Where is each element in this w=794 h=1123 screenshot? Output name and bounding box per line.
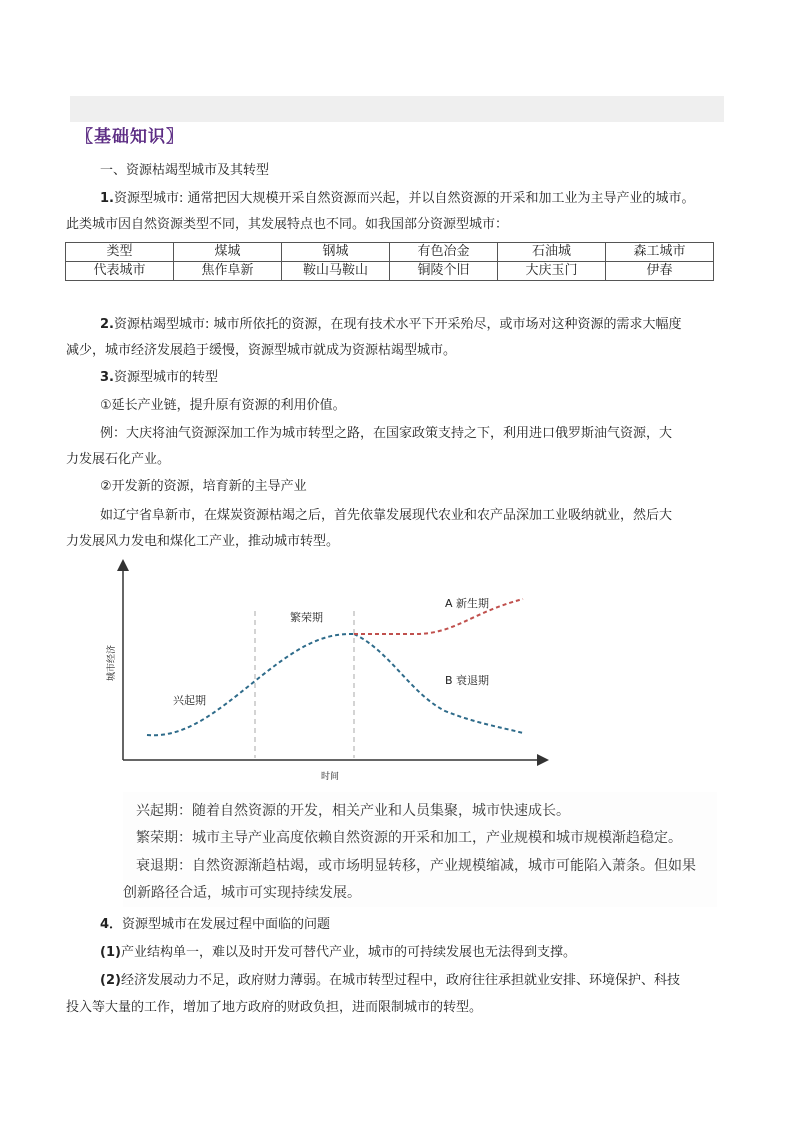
para-1-line-1 [100, 186, 695, 211]
series-label-a: A 新生期 [445, 597, 490, 610]
para-1-num: 1. [100, 191, 114, 206]
para-2-text: 资源枯竭型城市: 城市所依托的资源，在现有技术水平下开采殆尽，或市场对这种资源的需求大幅度 [113, 317, 682, 332]
para-3b-example-line-2: 力发展风力发电和煤化工产业，推动城市转型。 [66, 534, 340, 549]
para-4-2-text: 经济发展动力不足，政府财力薄弱。在城市转型过程中，政府往往承担就业安排、环境保护、科技 [120, 973, 680, 988]
caption-line-2: 繁荣期：城市主导产业高度依赖自然资源的开采和加工，产业规模和城市规模渐趋稳定。 [136, 830, 682, 846]
series-b-line [354, 634, 523, 733]
table-cell: 大庆玉门 [498, 262, 606, 281]
caption-line-4: 创新路径合适，城市可实现持续发展。 [123, 885, 361, 901]
phase-label-prosperity: 繁荣期 [290, 611, 323, 624]
series-a-line [354, 599, 523, 634]
para-4-2-num: (2) [100, 973, 121, 988]
para-1-text: 资源型城市: 通常把因大规模开采自然资源而兴起，并以自然资源的开采和加工业为主导产业的城市。 [113, 191, 695, 206]
phase-label-rise: 兴起期 [173, 694, 206, 707]
x-axis-label: 时间 [321, 772, 340, 782]
caption-line-3: 衰退期：自然资源渐趋枯竭，或市场明显转移，产业规模缩减，城市可能陷入萧条。但如果 [136, 858, 696, 874]
para-3b: ②开发新的资源，培育新的主导产业 [100, 479, 307, 494]
growth-curve [147, 634, 354, 735]
caption-line-1: 兴起期：随着自然资源的开发，相关产业和人员集聚，城市快速成长。 [136, 803, 570, 819]
table-header-row [66, 243, 714, 262]
phase-caption-box [123, 792, 717, 907]
heading-1: 一、资源枯竭型城市及其转型 [100, 163, 270, 178]
resource-city-table [65, 242, 714, 281]
para-4-1-text: 产业结构单一，难以及时开发可替代产业，城市的可持续发展也无法得到支撑。 [120, 945, 576, 960]
table-cell: 焦作阜新 [174, 262, 282, 281]
para-4-num: 4． [100, 917, 123, 932]
para-2-num: 2. [100, 317, 114, 332]
para-3a-example-line-2: 力发展石化产业。 [66, 452, 171, 467]
section-title: 〖基础知识〗 [76, 127, 184, 147]
para-1-line-2: 此类城市因自然资源类型不同，其发展特点也不同。如我国部分资源型城市： [66, 217, 509, 232]
table-cell: 伊春 [606, 262, 714, 281]
para-4-2-line-2: 投入等大量的工作，增加了地方政府的财政负担，进而限制城市的转型。 [66, 1000, 483, 1015]
table-cell: 有色冶金 [390, 243, 498, 262]
series-label-b: B 衰退期 [445, 674, 490, 687]
city-development-chart [107, 563, 545, 783]
para-3a-example-line-1: 例：大庆将油气资源深加工作为城市转型之路，在国家政策支持之下，利用进口俄罗斯油气资源，大 [100, 426, 673, 441]
para-4 [100, 912, 330, 937]
para-4-1 [100, 940, 576, 965]
table-cell: 铜陵个旧 [390, 262, 498, 281]
para-4-2-line-1 [100, 968, 680, 993]
table-cell: 石油城 [498, 243, 606, 262]
para-2-line-2: 减少，城市经济发展趋于缓慢，资源型城市就成为资源枯竭型城市。 [66, 343, 457, 358]
para-3-text: 资源型城市的转型 [113, 370, 218, 385]
table-cell: 钢城 [282, 243, 390, 262]
para-3a: ①延长产业链，提升原有资源的利用价值。 [100, 398, 346, 413]
table-cell: 煤城 [174, 243, 282, 262]
para-4-text: 资源型城市在发展过程中面临的问题 [122, 917, 331, 932]
y-axis-label: 城市经济 [107, 644, 117, 681]
para-4-1-num: (1) [100, 945, 121, 960]
table-cell: 森工城市 [606, 243, 714, 262]
table-cell: 类型 [66, 243, 174, 262]
para-2-line-1 [100, 312, 682, 337]
table-cell: 代表城市 [66, 262, 174, 281]
chart-svg [107, 563, 545, 783]
table-cell: 鞍山马鞍山 [282, 262, 390, 281]
header-bar [70, 96, 724, 122]
table-row [66, 262, 714, 281]
para-3b-example-line-1: 如辽宁省阜新市，在煤炭资源枯竭之后，首先依靠发展现代农业和农产品深加工业吸纳就业，然后大 [100, 508, 673, 523]
para-3-num: 3. [100, 370, 114, 385]
para-3 [100, 365, 218, 390]
